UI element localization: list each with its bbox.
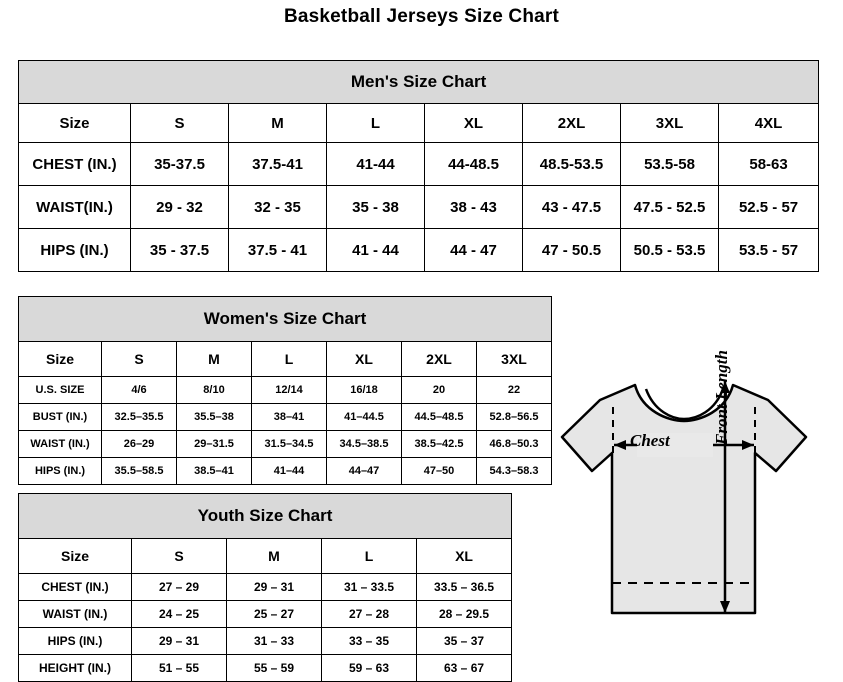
womens-size-chart [18, 296, 552, 485]
womens-header-cell: L [252, 342, 327, 377]
womens-header-cell: 3XL [477, 342, 552, 377]
tshirt-outline-icon [540, 345, 840, 665]
front-length-label: Front Length [712, 350, 731, 445]
womens-value-cell: 38.5–42.5 [402, 431, 477, 458]
womens-header-row [19, 342, 552, 377]
youth-header-row [19, 539, 512, 574]
womens-value-cell: 41–44.5 [327, 404, 402, 431]
youth-value-cell: 28 – 29.5 [417, 601, 512, 628]
womens-value-cell: 26–29 [102, 431, 177, 458]
womens-value-cell: 38–41 [252, 404, 327, 431]
table-row [19, 458, 552, 485]
table-row [19, 143, 819, 186]
mens-size-table [18, 60, 819, 272]
mens-size-chart [18, 60, 819, 272]
mens-value-cell: 58-63 [719, 143, 819, 186]
youth-header-cell: M [227, 539, 322, 574]
youth-size-chart [18, 493, 512, 682]
youth-value-cell: 27 – 28 [322, 601, 417, 628]
table-row [19, 628, 512, 655]
youth-header-cell: L [322, 539, 417, 574]
womens-header-cell: S [102, 342, 177, 377]
womens-value-cell: 34.5–38.5 [327, 431, 402, 458]
womens-header-cell: Size [19, 342, 102, 377]
womens-caption-row [19, 297, 552, 342]
mens-value-cell: 53.5-58 [621, 143, 719, 186]
womens-value-cell: 4/6 [102, 377, 177, 404]
mens-value-cell: 52.5 - 57 [719, 186, 819, 229]
womens-value-cell: 32.5–35.5 [102, 404, 177, 431]
mens-header-cell: XL [425, 104, 523, 143]
mens-value-cell: 38 - 43 [425, 186, 523, 229]
womens-value-cell: 44.5–48.5 [402, 404, 477, 431]
womens-header-cell: 2XL [402, 342, 477, 377]
mens-value-cell: 53.5 - 57 [719, 229, 819, 272]
youth-value-cell: 51 – 55 [132, 655, 227, 682]
table-row [19, 377, 552, 404]
youth-row-label: WAIST (IN.) [19, 601, 132, 628]
mens-value-cell: 37.5 - 41 [229, 229, 327, 272]
mens-header-cell: 3XL [621, 104, 719, 143]
womens-value-cell: 44–47 [327, 458, 402, 485]
youth-row-label: HEIGHT (IN.) [19, 655, 132, 682]
table-row [19, 186, 819, 229]
youth-value-cell: 63 – 67 [417, 655, 512, 682]
youth-header-cell: XL [417, 539, 512, 574]
mens-header-row [19, 104, 819, 143]
table-row [19, 431, 552, 458]
womens-value-cell: 29–31.5 [177, 431, 252, 458]
mens-value-cell: 48.5-53.5 [523, 143, 621, 186]
youth-caption-row [19, 494, 512, 539]
mens-value-cell: 41 - 44 [327, 229, 425, 272]
youth-value-cell: 29 – 31 [132, 628, 227, 655]
mens-value-cell: 37.5-41 [229, 143, 327, 186]
womens-value-cell: 22 [477, 377, 552, 404]
womens-value-cell: 31.5–34.5 [252, 431, 327, 458]
youth-value-cell: 31 – 33 [227, 628, 322, 655]
mens-value-cell: 32 - 35 [229, 186, 327, 229]
table-row [19, 404, 552, 431]
mens-value-cell: 50.5 - 53.5 [621, 229, 719, 272]
womens-row-label: U.S. SIZE [19, 377, 102, 404]
youth-row-label: CHEST (IN.) [19, 574, 132, 601]
table-row [19, 655, 512, 682]
youth-row-label: HIPS (IN.) [19, 628, 132, 655]
youth-value-cell: 33 – 35 [322, 628, 417, 655]
womens-value-cell: 16/18 [327, 377, 402, 404]
youth-size-table [18, 493, 512, 682]
mens-title: Men's Size Chart [19, 61, 819, 104]
mens-header-cell: 4XL [719, 104, 819, 143]
womens-value-cell: 52.8–56.5 [477, 404, 552, 431]
mens-value-cell: 43 - 47.5 [523, 186, 621, 229]
womens-row-label: HIPS (IN.) [19, 458, 102, 485]
womens-value-cell: 8/10 [177, 377, 252, 404]
womens-header-cell: XL [327, 342, 402, 377]
page-title: Basketball Jerseys Size Chart [283, 6, 560, 27]
mens-caption-row [19, 61, 819, 104]
youth-value-cell: 55 – 59 [227, 655, 322, 682]
womens-row-label: BUST (IN.) [19, 404, 102, 431]
table-row [19, 574, 512, 601]
womens-value-cell: 54.3–58.3 [477, 458, 552, 485]
mens-value-cell: 35 - 38 [327, 186, 425, 229]
youth-value-cell: 31 – 33.5 [322, 574, 417, 601]
table-row [19, 229, 819, 272]
mens-row-label: WAIST(IN.) [19, 186, 131, 229]
mens-value-cell: 47.5 - 52.5 [621, 186, 719, 229]
mens-value-cell: 35 - 37.5 [131, 229, 229, 272]
mens-row-label: CHEST (IN.) [19, 143, 131, 186]
womens-value-cell: 41–44 [252, 458, 327, 485]
table-row [19, 601, 512, 628]
youth-value-cell: 25 – 27 [227, 601, 322, 628]
womens-value-cell: 38.5–41 [177, 458, 252, 485]
mens-value-cell: 47 - 50.5 [523, 229, 621, 272]
youth-value-cell: 27 – 29 [132, 574, 227, 601]
womens-value-cell: 20 [402, 377, 477, 404]
mens-value-cell: 44-48.5 [425, 143, 523, 186]
youth-header-cell: Size [19, 539, 132, 574]
mens-row-label: HIPS (IN.) [19, 229, 131, 272]
mens-header-cell: S [131, 104, 229, 143]
youth-value-cell: 24 – 25 [132, 601, 227, 628]
mens-header-cell: L [327, 104, 425, 143]
womens-size-table [18, 296, 552, 485]
womens-value-cell: 35.5–38 [177, 404, 252, 431]
youth-value-cell: 33.5 – 36.5 [417, 574, 512, 601]
womens-value-cell: 46.8–50.3 [477, 431, 552, 458]
mens-value-cell: 44 - 47 [425, 229, 523, 272]
youth-header-cell: S [132, 539, 227, 574]
tshirt-measurement-diagram [540, 345, 840, 665]
mens-value-cell: 41-44 [327, 143, 425, 186]
womens-row-label: WAIST (IN.) [19, 431, 102, 458]
womens-value-cell: 35.5–58.5 [102, 458, 177, 485]
womens-value-cell: 47–50 [402, 458, 477, 485]
womens-title: Women's Size Chart [19, 297, 552, 342]
womens-value-cell: 12/14 [252, 377, 327, 404]
mens-value-cell: 29 - 32 [131, 186, 229, 229]
youth-value-cell: 29 – 31 [227, 574, 322, 601]
youth-title: Youth Size Chart [19, 494, 512, 539]
mens-header-cell: 2XL [523, 104, 621, 143]
chest-label: Chest [630, 431, 670, 450]
youth-value-cell: 59 – 63 [322, 655, 417, 682]
mens-header-cell: M [229, 104, 327, 143]
mens-value-cell: 35-37.5 [131, 143, 229, 186]
womens-header-cell: M [177, 342, 252, 377]
youth-value-cell: 35 – 37 [417, 628, 512, 655]
mens-header-cell: Size [19, 104, 131, 143]
